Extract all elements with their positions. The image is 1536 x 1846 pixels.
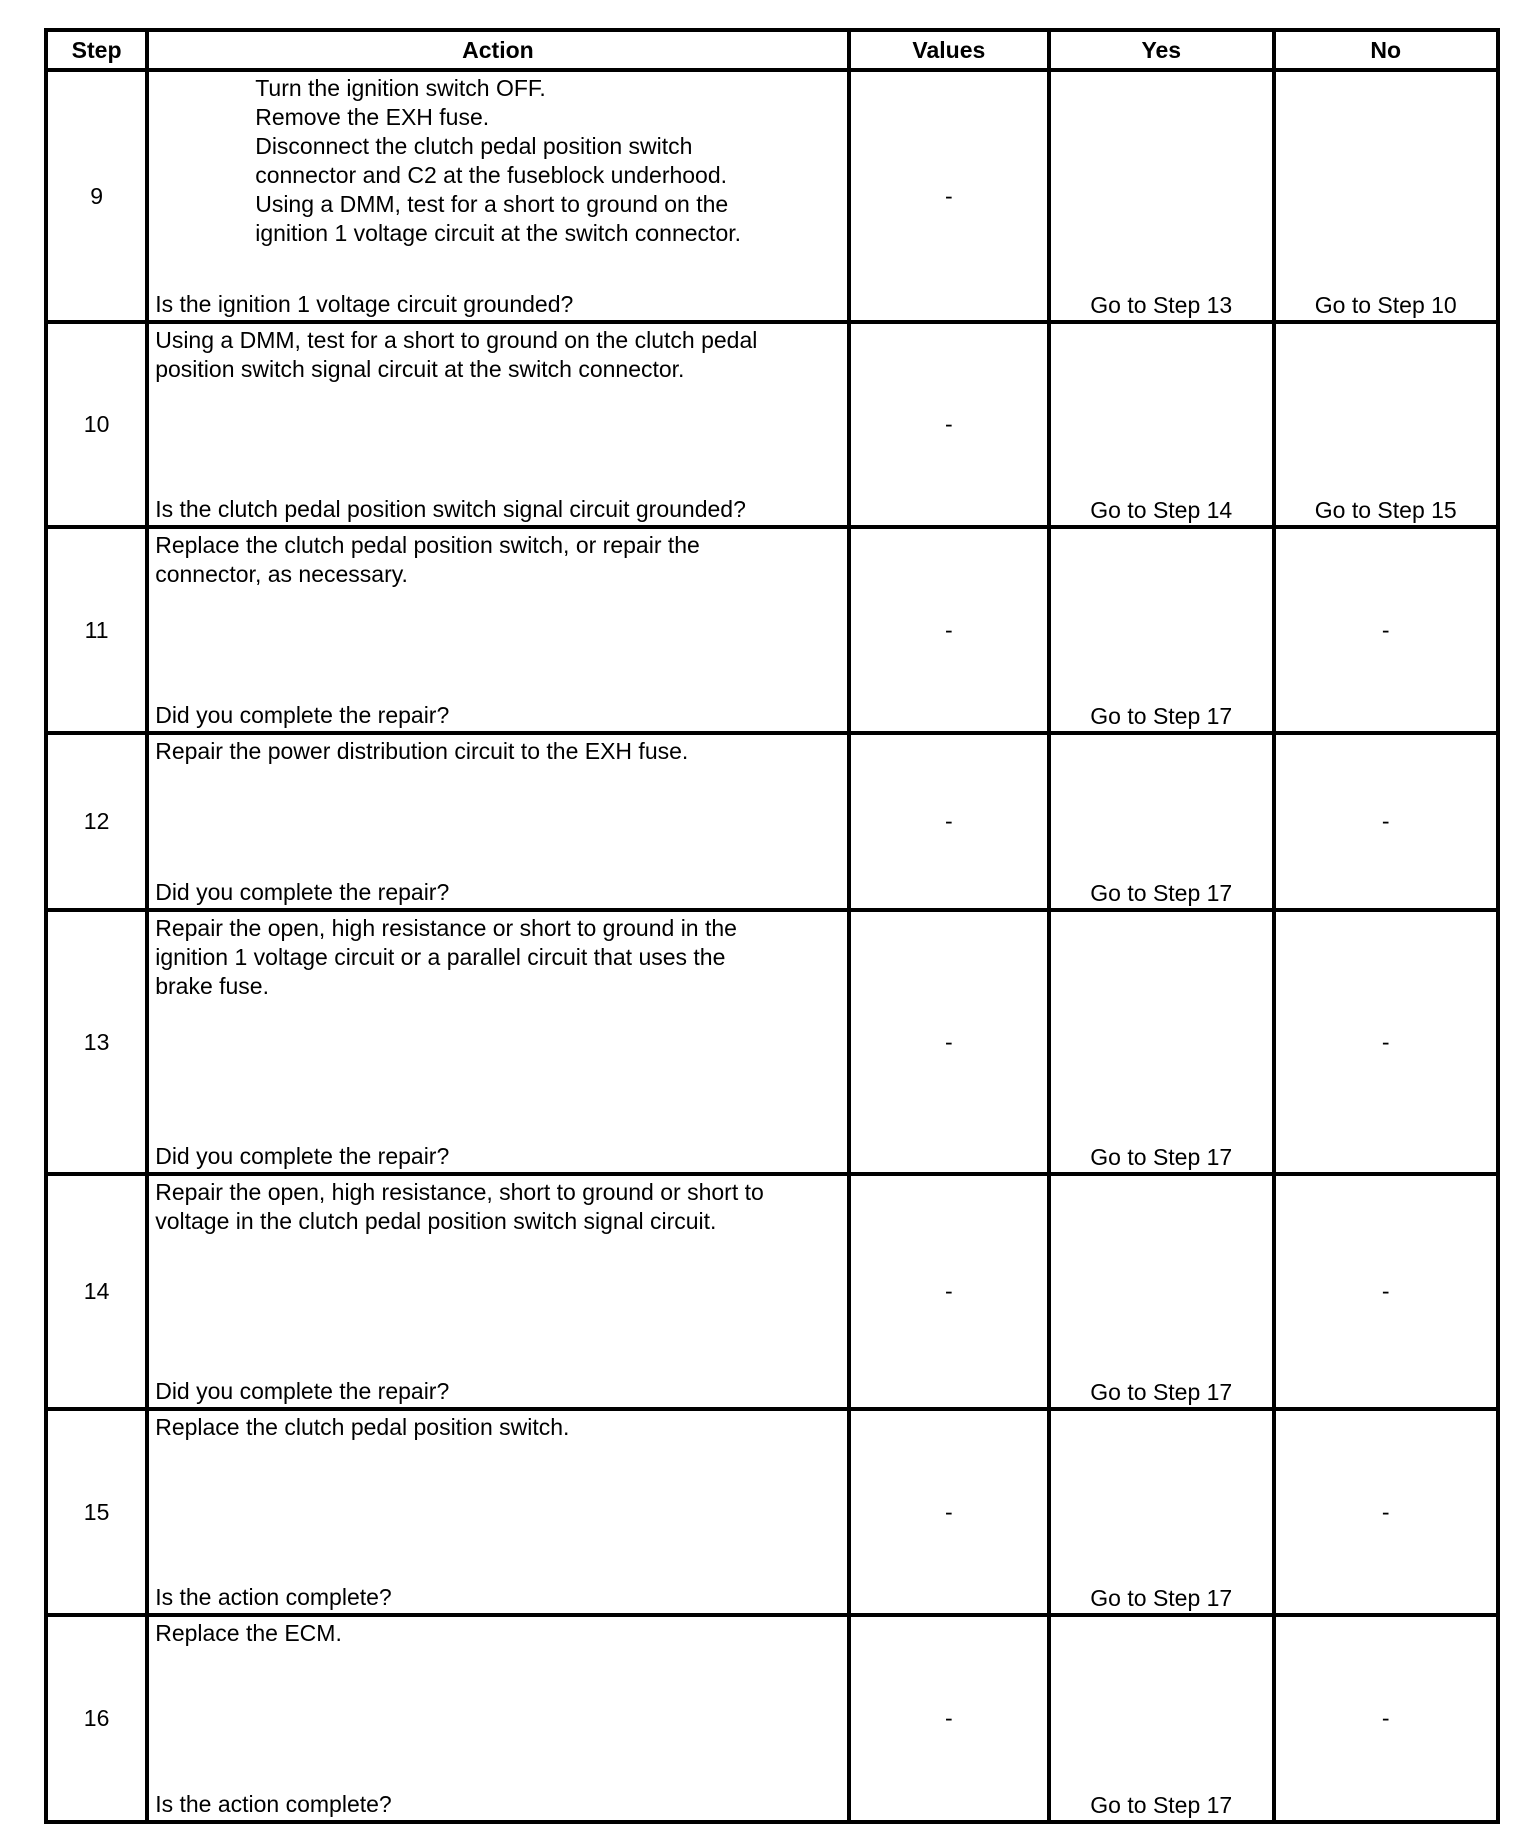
table-row <box>46 910 1498 1174</box>
action-line: brake fuse. <box>155 973 269 999</box>
step-number: 11 <box>46 527 147 733</box>
table-row <box>46 70 1498 322</box>
step-number: 13 <box>46 910 147 1174</box>
action-line: Turn the ignition switch OFF. <box>255 75 546 101</box>
action-line: connector and C2 at the fuseblock underhood. <box>255 162 728 188</box>
no-cell: - <box>1274 1174 1499 1409</box>
action-text <box>149 324 846 384</box>
action-question: Is the action complete? <box>155 1584 392 1610</box>
header-step: Step <box>46 30 147 70</box>
table-row <box>46 1409 1498 1615</box>
action-line: ignition 1 voltage circuit or a parallel circuit that uses the <box>155 944 726 970</box>
no-cell: - <box>1274 910 1499 1174</box>
action-line: Replace the ECM. <box>155 1620 342 1646</box>
yes-cell: Go to Step 17 <box>1049 910 1273 1174</box>
table-row <box>46 527 1498 733</box>
action-line: Using a DMM, test for a short to ground on the <box>255 191 729 217</box>
action-question: Is the action complete? <box>155 1791 392 1817</box>
header-yes: Yes <box>1049 30 1273 70</box>
action-line: Replace the clutch pedal position switch, or repair the <box>155 532 700 558</box>
action-line: Using a DMM, test for a short to ground on the clutch pedal <box>155 327 758 353</box>
action-text <box>149 1176 846 1236</box>
action-line: Disconnect the clutch pedal position switch <box>255 133 693 159</box>
action-cell <box>147 527 848 733</box>
action-text <box>149 735 846 766</box>
diagnostic-table <box>44 28 1500 1824</box>
yes-cell: Go to Step 17 <box>1049 1615 1273 1822</box>
values-cell: - <box>849 1615 1049 1822</box>
header-no: No <box>1274 30 1499 70</box>
action-question: Did you complete the repair? <box>155 1378 450 1404</box>
values-cell: - <box>849 70 1049 322</box>
action-question: Did you complete the repair? <box>155 1143 450 1169</box>
action-cell <box>147 1174 848 1409</box>
step-number: 12 <box>46 733 147 910</box>
values-cell: - <box>849 322 1049 527</box>
action-line: Replace the clutch pedal position switch. <box>155 1414 570 1440</box>
step-number: 14 <box>46 1174 147 1409</box>
action-line: Repair the open, high resistance or short to ground in the <box>155 915 737 941</box>
step-number: 15 <box>46 1409 147 1615</box>
action-cell <box>147 1615 848 1822</box>
no-cell: - <box>1274 1409 1499 1615</box>
table-row <box>46 733 1498 910</box>
action-line: voltage in the clutch pedal position switch signal circuit. <box>155 1208 717 1234</box>
table-row <box>46 1615 1498 1822</box>
action-line: position switch signal circuit at the switch connector. <box>155 356 685 382</box>
action-cell <box>147 1409 848 1615</box>
action-cell <box>147 733 848 910</box>
values-cell: - <box>849 1409 1049 1615</box>
yes-cell: Go to Step 17 <box>1049 1174 1273 1409</box>
values-cell: - <box>849 733 1049 910</box>
yes-cell: Go to Step 14 <box>1049 322 1273 527</box>
no-cell: Go to Step 15 <box>1274 322 1499 527</box>
values-cell: - <box>849 527 1049 733</box>
no-cell: - <box>1274 1615 1499 1822</box>
action-question: Is the ignition 1 voltage circuit grounded? <box>155 291 574 317</box>
header-row <box>46 30 1498 70</box>
action-line: Repair the power distribution circuit to the EXH fuse. <box>155 738 689 764</box>
action-question: Did you complete the repair? <box>155 702 450 728</box>
action-text <box>149 72 846 248</box>
values-cell: - <box>849 910 1049 1174</box>
action-text <box>149 1617 846 1648</box>
yes-cell: Go to Step 17 <box>1049 733 1273 910</box>
step-number: 16 <box>46 1615 147 1822</box>
step-number: 10 <box>46 322 147 527</box>
action-line: ignition 1 voltage circuit at the switch connector. <box>255 220 742 246</box>
yes-cell: Go to Step 17 <box>1049 527 1273 733</box>
no-cell: - <box>1274 733 1499 910</box>
no-cell: Go to Step 10 <box>1274 70 1499 322</box>
yes-cell: Go to Step 17 <box>1049 1409 1273 1615</box>
no-cell: - <box>1274 527 1499 733</box>
yes-cell: Go to Step 13 <box>1049 70 1273 322</box>
table-row <box>46 322 1498 527</box>
header-action: Action <box>147 30 848 70</box>
action-cell <box>147 322 848 527</box>
step-number: 9 <box>46 70 147 322</box>
action-line: connector, as necessary. <box>155 561 408 587</box>
action-cell <box>147 910 848 1174</box>
values-cell: - <box>849 1174 1049 1409</box>
action-cell <box>147 70 848 322</box>
action-text <box>149 529 846 589</box>
action-text <box>149 1411 846 1442</box>
action-question: Did you complete the repair? <box>155 879 450 905</box>
action-text <box>149 912 846 1001</box>
action-line: Remove the EXH fuse. <box>255 104 490 130</box>
table-row <box>46 1174 1498 1409</box>
action-line: Repair the open, high resistance, short to ground or short to <box>155 1179 764 1205</box>
action-question: Is the clutch pedal position switch signal circuit grounded? <box>155 496 746 522</box>
header-values: Values <box>849 30 1049 70</box>
